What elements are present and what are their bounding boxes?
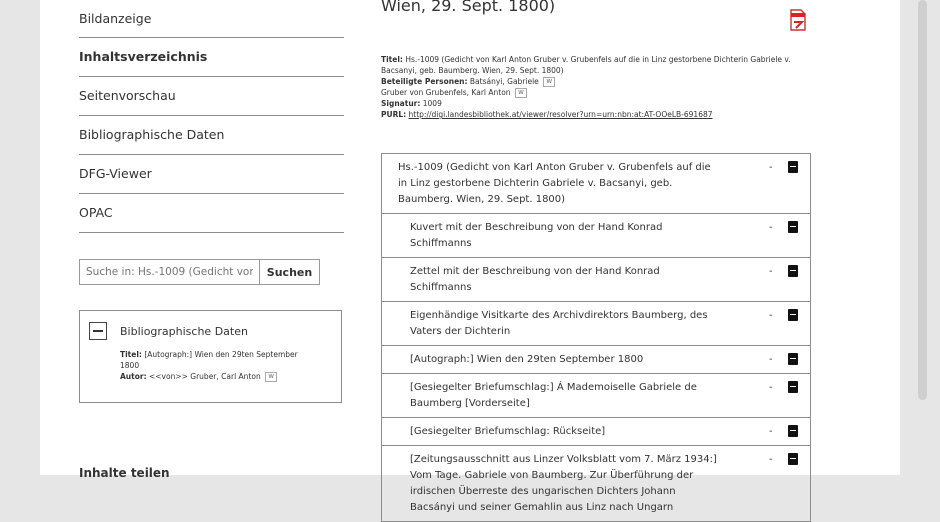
- toc-row[interactable]: [382, 154, 810, 214]
- search-form: [79, 259, 342, 285]
- toc-page-dash: -: [769, 310, 773, 321]
- pdf-download-icon[interactable]: [789, 9, 807, 31]
- toc-page-dash: -: [769, 162, 773, 173]
- document-icon[interactable]: [788, 381, 798, 393]
- toc-page-dash: -: [769, 266, 773, 277]
- nav-item-seitenvorschau[interactable]: Seitenvorschau: [79, 77, 344, 116]
- toc-page-dash: -: [769, 222, 773, 233]
- meta-signatur-value: 1009: [422, 99, 442, 108]
- bibliographic-data-box: [79, 310, 342, 403]
- search-input[interactable]: [79, 259, 259, 285]
- nav-item-inhaltsverzeichnis[interactable]: Inhaltsverzeichnis: [79, 38, 344, 77]
- document-icon[interactable]: [788, 425, 798, 437]
- bibliographic-data-title: Bibliographische Daten: [120, 325, 248, 338]
- scrollbar[interactable]: [918, 0, 927, 400]
- nav-item-dfg-viewer[interactable]: DFG-Viewer: [79, 155, 344, 194]
- wikipedia-icon[interactable]: W: [543, 77, 555, 87]
- toc-item-label[interactable]: Kuvert mit der Beschreibung von der Hand Konrad Schiffmanns: [410, 222, 663, 249]
- sidebar-nav: [79, 0, 344, 233]
- collapse-toggle-button[interactable]: [89, 322, 107, 340]
- toc-page-dash: -: [769, 354, 773, 365]
- toc-item-label[interactable]: [Gesiegelter Briefumschlag:] Á Mademoiselle Gabriele de Baumberg [Vorderseite]: [410, 382, 697, 409]
- meta-persons-label: Beteiligte Personen:: [381, 77, 468, 86]
- meta-signatur-label: Signatur:: [381, 99, 421, 108]
- toc-item-label[interactable]: Zettel mit der Beschreibung von der Hand Konrad Schiffmanns: [410, 266, 660, 293]
- document-icon[interactable]: [788, 161, 798, 173]
- toc-page-dash: -: [769, 454, 773, 465]
- autor-label: Autor:: [120, 372, 147, 381]
- toc-page-dash: -: [769, 426, 773, 437]
- titel-label: Titel:: [120, 350, 142, 359]
- autor-value: <<von>> Gruber, Carl Anton: [148, 372, 261, 381]
- meta-purl-label: PURL:: [381, 110, 407, 119]
- toc-row[interactable]: [382, 302, 810, 346]
- page-title: Wien, 29. Sept. 1800): [381, 0, 556, 15]
- toc-item-label[interactable]: [Zeitungsausschnitt aus Linzer Volksblatt vom 7. März 1934:] Vom Tage. Gabriele von Baumberg. Zur Überführung der irdischen Überreste des ungarischen Dichters Johann Bacsányi und seiner Gemahlin aus Linz nach Ungarn: [410, 454, 717, 513]
- meta-person-2: Gruber von Grubenfels, Karl Anton: [381, 88, 511, 97]
- titel-value: [Autograph:] Wien den 29ten September 1800: [120, 350, 298, 370]
- document-icon[interactable]: [788, 353, 798, 365]
- wikipedia-icon[interactable]: W: [265, 372, 277, 382]
- document-icon[interactable]: [788, 221, 798, 233]
- nav-item-opac[interactable]: OPAC: [79, 194, 344, 233]
- record-metadata: [381, 54, 821, 120]
- toc-row[interactable]: [382, 258, 810, 302]
- toc-item-label[interactable]: [Autograph:] Wien den 29ten September 1800: [410, 354, 644, 365]
- toc-row[interactable]: [382, 446, 810, 522]
- toc-item-label[interactable]: [Gesiegelter Briefumschlag: Rückseite]: [410, 426, 606, 437]
- meta-titel-label: Titel:: [381, 55, 403, 64]
- document-icon[interactable]: [788, 309, 798, 321]
- toc-row[interactable]: [382, 346, 810, 374]
- wikipedia-icon[interactable]: W: [515, 88, 527, 98]
- toc-row[interactable]: [382, 214, 810, 258]
- meta-titel-value: Hs.-1009 (Gedicht von Karl Anton Gruber v. Grubenfels auf die in Linz gestorbene Dichterin Gabriele v. Bacsanyi, geb. Baumberg. Wien, 29. Sept. 1800): [381, 55, 791, 75]
- meta-person-1: Batsányi, Gabriele: [469, 77, 539, 86]
- toc-row[interactable]: [382, 418, 810, 446]
- document-icon[interactable]: [788, 453, 798, 465]
- nav-item-bildanzeige[interactable]: Bildanzeige: [79, 0, 344, 38]
- search-button[interactable]: Suchen: [259, 259, 320, 285]
- bibliographic-data-meta: [120, 349, 300, 382]
- purl-link[interactable]: http://digi.landesbibliothek.at/viewer/resolver?urn=urn:nbn:at:AT-OOeLB-691687: [408, 110, 713, 119]
- toc-page-dash: -: [769, 382, 773, 393]
- toc-row[interactable]: [382, 374, 810, 418]
- share-heading: Inhalte teilen: [79, 466, 170, 480]
- table-of-contents: [381, 153, 811, 522]
- toc-item-label[interactable]: Hs.-1009 (Gedicht von Karl Anton Gruber v. Grubenfels auf die in Linz gestorbene Dichterin Gabriele v. Bacsanyi, geb. Baumberg. Wien, 29. Sept. 1800): [398, 162, 711, 205]
- nav-item-bibliographische-daten[interactable]: Bibliographische Daten: [79, 116, 344, 155]
- toc-item-label[interactable]: Eigenhändige Visitkarte des Archivdirektors Baumberg, des Vaters der Dichterin: [410, 310, 708, 337]
- document-icon[interactable]: [788, 265, 798, 277]
